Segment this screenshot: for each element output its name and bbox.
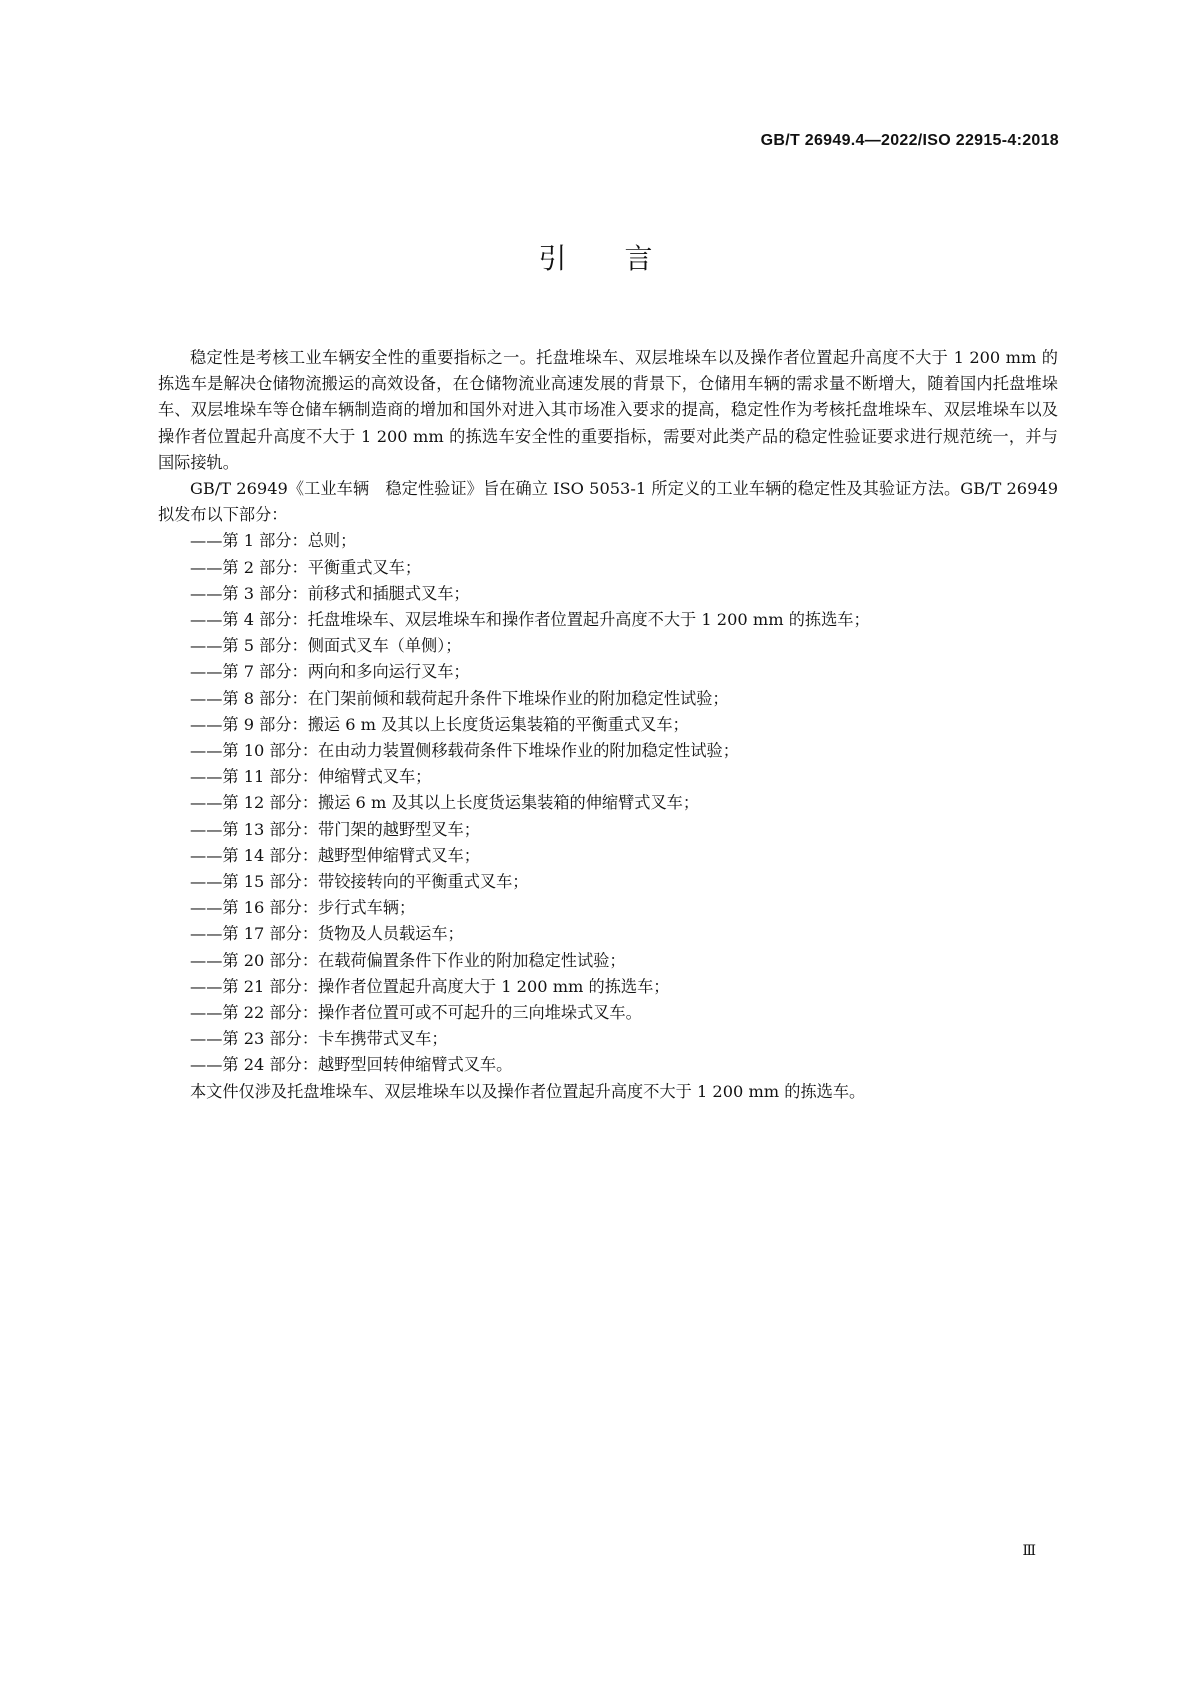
list-item: ——第 21 部分：操作者位置起升高度大于 1 200 mm 的拣选车； [190,976,670,996]
list-item: ——第 24 部分：越野型回转伸缩臂式叉车。 [190,1055,513,1075]
list-item: ——第 5 部分：侧面式叉车（单侧）； [190,636,462,656]
list-item: ——第 8 部分：在门架前倾和载荷起升条件下堆垛作业的附加稳定性试验； [190,688,729,708]
page-title: 引言 [538,242,711,275]
list-item: ——第 9 部分：搬运 6 m 及其以上长度货运集装箱的平衡重式叉车； [190,714,689,734]
list-item: ——第 15 部分：带铰接转向的平衡重式叉车； [190,872,529,892]
list-item: ——第 16 部分：步行式车辆； [190,898,416,918]
list-item: ——第 7 部分：两向和多向运行叉车； [190,662,470,682]
parts-list [158,528,1058,1078]
intro-paragraph: 稳定性是考核工业车辆安全性的重要指标之一。托盘堆垛车、双层堆垛车以及操作者位置起升高度不大于 1 200 mm 的拣选车是解决仓储物流搬运的高效设备，在仓储物流业高速发展的背景下，仓储用车辆的需求量不断增大，随着国内托盘堆垛车、双层堆垛车等仓储车辆制造商的增加和国外对进入其市场准入要求的提高，稳定性作为考核托盘堆垛车、双层堆垛车以及操作者位置起升高度不大于 1 200 mm 的拣选车安全性的重要指标，需要对此类产品的稳定性验证要求进行规范统一，并与国际接轨。 [158,348,1058,472]
list-item: ——第 3 部分：前移式和插腿式叉车； [190,583,470,603]
list-item: ——第 22 部分：操作者位置可或不可起升的三向堆垛式叉车。 [190,1003,642,1023]
list-item: ——第 11 部分：伸缩臂式叉车； [190,767,432,787]
list-item: ——第 14 部分：越野型伸缩臂式叉车； [190,845,480,865]
list-item: ——第 10 部分：在由动力装置侧移载荷条件下堆垛作业的附加稳定性试验； [190,741,739,761]
document-scope-paragraph: 本文件仅涉及托盘堆垛车、双层堆垛车以及操作者位置起升高度不大于 1 200 mm 的拣选车。 [190,1081,866,1101]
list-item: ——第 23 部分：卡车携带式叉车； [190,1029,448,1049]
list-item: ——第 17 部分：货物及人员载运车； [190,924,464,944]
page-number: Ⅲ [1022,1543,1036,1559]
scope-paragraph: GB/T 26949《工业车辆 稳定性验证》旨在确立 ISO 5053-1 所定义的工业车辆的稳定性及其验证方法。GB/T 26949 拟发布以下部分： [158,479,1058,525]
list-item: ——第 2 部分：平衡重式叉车； [190,557,422,577]
document-body [158,345,1058,1105]
list-item: ——第 13 部分：带门架的越野型叉车； [190,819,480,839]
list-item: ——第 1 部分：总则； [190,531,357,551]
standard-code: GB/T 26949.4—2022/ISO 22915-4:2018 [760,132,1059,149]
list-item: ——第 12 部分：搬运 6 m 及其以上长度货运集装箱的伸缩臂式叉车； [190,793,700,813]
list-item: ——第 4 部分：托盘堆垛车、双层堆垛车和操作者位置起升高度不大于 1 200 mm 的拣选车； [190,610,870,630]
list-item: ——第 20 部分：在载荷偏置条件下作业的附加稳定性试验； [190,950,626,970]
